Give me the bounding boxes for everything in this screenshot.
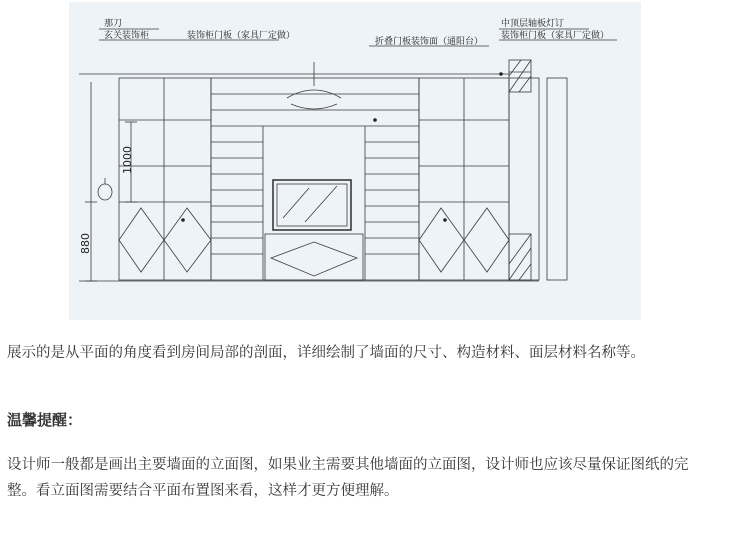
label-top-left-cut: 那刀 xyxy=(104,19,123,29)
tip-heading: 温馨提醒： xyxy=(7,411,83,429)
label-top-right-cut: 中顶层轴板灯订 xyxy=(501,19,565,29)
label-folding-door: 折叠门板装饰面（通阳台） xyxy=(375,37,484,47)
dimension-lower: 880 xyxy=(79,233,92,254)
elevation-drawing xyxy=(69,2,641,320)
label-cabinet-door-left: 装饰柜门板（家具厂定做） xyxy=(187,31,296,41)
tip-paragraph: 设计师一般都是画出主要墙面的立面图，如果业主需要其他墙面的立面图，设计师也应该尽量保证图纸的完整。看立面图需要结合平面布置图来看，这样才更方便理解。 xyxy=(7,457,689,499)
label-porch-cabinet: 玄关装饰柜 xyxy=(104,31,150,41)
elevation-svg xyxy=(69,2,641,320)
dimension-upper: 1000 xyxy=(121,146,134,174)
label-cabinet-door-right: 装饰柜门板（家具厂定做） xyxy=(501,31,610,41)
description-paragraph: 展示的是从平面的角度看到房间局部的剖面，详细绘制了墙面的尺寸、构造材料、面层材料名称等。 xyxy=(7,345,645,361)
